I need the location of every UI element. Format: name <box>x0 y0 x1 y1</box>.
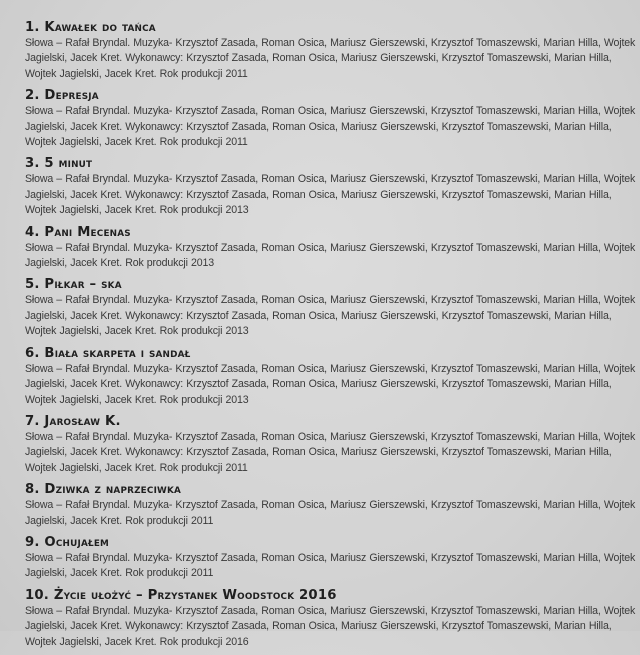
track-title: 7. Jarosław K. <box>25 412 121 429</box>
track-title: 9. Ochujałem <box>25 533 110 550</box>
track-credits: Słowa – Rafał Bryndal. Muzyka- Krzysztof Zasada, Roman Osica, Mariusz Gierszewski, Krzysztof Tomaszewski, Marian Hilla, Wojtek Jagielski, Jacek Kret. Wykonawcy: Krzysztof Zasada, Roman Osica, Mariusz Gierszewski, Krzysztof Tomaszewski, Marian Hilla, Wojtek Jagielski, Jacek Kret. Rok produkcji 2011 <box>25 105 636 149</box>
track-title: 5. Piłkar – ska <box>25 276 122 293</box>
track-title: 2. Depresja <box>25 87 99 104</box>
track-credits: Słowa – Rafał Bryndal. Muzyka- Krzysztof Zasada, Roman Osica, Mariusz Gierszewski, Krzysztof Tomaszewski, Marian Hilla, Wojtek Jagielski, Jacek Kret. Wykonawcy: Krzysztof Zasada, Roman Osica, Mariusz Gierszewski, Krzysztof Tomaszewski, Marian Hilla, Wojtek Jagielski, Jacek Kret. Rok produkcji 2013 <box>25 173 636 217</box>
track-1 <box>25 19 637 82</box>
track-credits: Słowa – Rafał Bryndal. Muzyka- Krzysztof Zasada, Roman Osica, Mariusz Gierszewski, Krzysztof Tomaszewski, Marian Hilla, Wojtek Jagielski, Jacek Kret. Wykonawcy: Krzysztof Zasada, Roman Osica, Mariusz Gierszewski, Krzysztof Tomaszewski, Marian Hilla, Wojtek Jagielski, Jacek Kret. Rok produkcji 2016 <box>25 604 636 648</box>
track-title: 1. Kawałek do tańca <box>25 19 156 35</box>
track-5 <box>25 276 637 339</box>
track-6 <box>25 345 637 408</box>
track-credits: Słowa – Rafał Bryndal. Muzyka- Krzysztof Zasada, Roman Osica, Mariusz Gierszewski, Krzysztof Tomaszewski, Marian Hilla, Wojtek Jagielski, Jacek Kret. Wykonawcy: Krzysztof Zasada, Roman Osica, Mariusz Gierszewski, Krzysztof Tomaszewski, Marian Hilla, Wojtek Jagielski, Jacek Kret. Rok produkcji 2011 <box>25 430 636 474</box>
tracklist <box>25 19 637 655</box>
track-credits: Słowa – Rafał Bryndal. Muzyka- Krzysztof Zasada, Roman Osica, Mariusz Gierszewski, Krzysztof Tomaszewski, Marian Hilla, Wojtek Jagielski, Jacek Kret. Wykonawcy: Krzysztof Zasada, Roman Osica, Mariusz Gierszewski, Krzysztof Tomaszewski, Marian Hilla, Wojtek Jagielski, Jacek Kret. Rok produkcji 2013 <box>25 362 636 406</box>
track-4 <box>25 224 637 272</box>
track-2 <box>25 87 637 150</box>
track-10 <box>25 587 637 650</box>
track-title: 3. 5 minut <box>25 155 93 172</box>
track-credits: Słowa – Rafał Bryndal. Muzyka- Krzysztof Zasada, Roman Osica, Mariusz Gierszewski, Krzysztof Tomaszewski, Marian Hilla, Wojtek Jagielski, Jacek Kret. Rok produkcji 2011 <box>25 499 636 527</box>
track-title: 6. Biała skarpeta i sandał <box>25 344 191 361</box>
track-credits: Słowa – Rafał Bryndal. Muzyka- Krzysztof Zasada, Roman Osica, Mariusz Gierszewski, Krzysztof Tomaszewski, Marian Hilla, Wojtek Jagielski, Jacek Kret. Wykonawcy: Krzysztof Zasada, Roman Osica, Mariusz Gierszewski, Krzysztof Tomaszewski, Marian Hilla, Wojtek Jagielski, Jacek Kret. Rok produkcji 2011 <box>25 37 636 80</box>
track-title: 10. Życie ułożyć – Przystanek Woodstock 2016 <box>25 586 337 603</box>
track-8 <box>25 481 637 529</box>
track-9 <box>25 534 637 582</box>
track-credits: Słowa – Rafał Bryndal. Muzyka- Krzysztof Zasada, Roman Osica, Mariusz Gierszewski, Krzysztof Tomaszewski, Marian Hilla, Wojtek Jagielski, Jacek Kret. Rok produkcji 2011 <box>25 551 636 580</box>
track-title: 8. Dziwka z naprzeciwka <box>25 481 182 498</box>
track-credits: Słowa – Rafał Bryndal. Muzyka- Krzysztof Zasada, Roman Osica, Mariusz Gierszewski, Krzysztof Tomaszewski, Marian Hilla, Wojtek Jagielski, Jacek Kret. Wykonawcy: Krzysztof Zasada, Roman Osica, Mariusz Gierszewski, Krzysztof Tomaszewski, Marian Hilla, Wojtek Jagielski, Jacek Kret. Rok produkcji 2013 <box>25 294 636 338</box>
track-title: 4. Pani Mecenas <box>25 223 131 240</box>
track-7 <box>25 413 637 476</box>
track-3 <box>25 155 637 218</box>
track-credits: Słowa – Rafał Bryndal. Muzyka- Krzysztof Zasada, Roman Osica, Mariusz Gierszewski, Krzysztof Tomaszewski, Marian Hilla, Wojtek Jagielski, Jacek Kret. Rok produkcji 2013 <box>25 241 636 270</box>
